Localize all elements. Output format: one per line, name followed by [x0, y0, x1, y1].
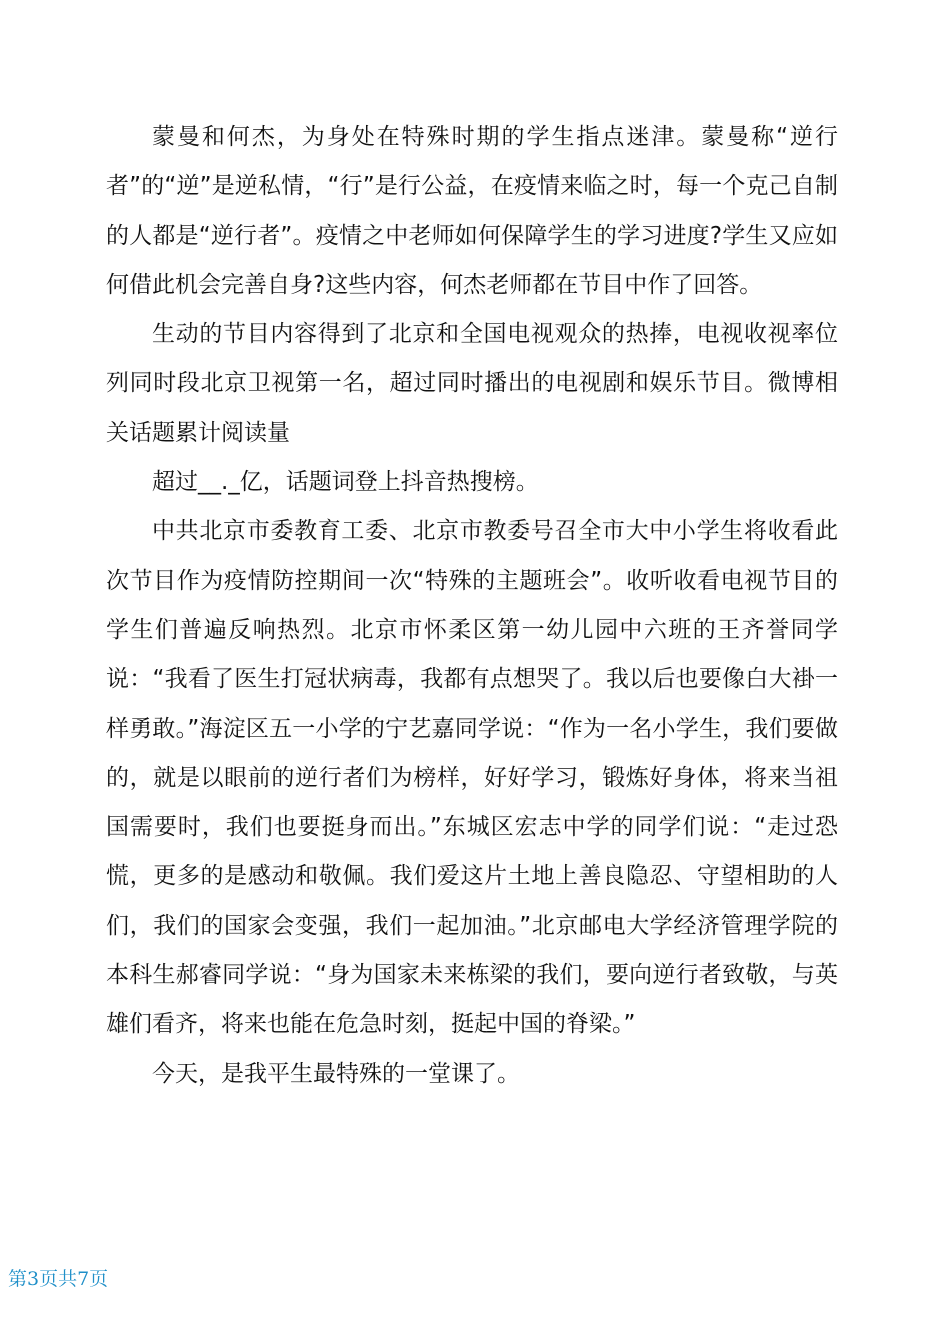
paragraph-4: 中共北京市委教育工委、北京市教委号召全市大中小学生将收看此次节目作为疫情防控期间一次“特殊的主题班会”。收听收看电视节目的学生们普遍反响热烈。北京市怀柔区第一幼儿园中六班的王齐誉同学说：“我看了医生打冠状病毒，我都有点想哭了。我以后也要像白大褂一样勇敢。”海淀区五一小学的宁艺嘉同学说：“作为一名小学生，我们要做的，就是以眼前的逆行者们为榜样，好好学习，锻炼好身体，将来当祖国需要时，我们也要挺身而出。”东城区宏志中学的同学们说：“走过恐慌，更多的是感动和敬佩。我们爱这片土地上善良隐忍、守望相助的人们，我们的国家会变强，我们一起加油。”北京邮电大学经济管理学院的本科生郝睿同学说：“身为国家未来栋梁的我们，要向逆行者致敬，与英雄们看齐，将来也能在危急时刻，挺起中国的脊梁。” — [106, 518, 838, 1038]
page-number-footer: 第3页共7页 — [8, 1268, 109, 1290]
paragraph-5: 今天，是我平生最特殊的一堂课了。 — [152, 1060, 520, 1087]
paragraph-1: 蒙曼和何杰，为身处在特殊时期的学生指点迷津。蒙曼称“逆行者”的“逆”是逆私情，“行”是行公益，在疫情来临之时，每一个克己自制的人都是“逆行者”。疫情之中老师如何保障学生的学习进度?学生又应如何借此机会完善自身?这些内容，何杰老师都在节目中作了回答。 — [106, 124, 838, 298]
paragraph-3: 超过__._亿，话题词登上抖音热搜榜。 — [152, 469, 539, 496]
document-body — [106, 113, 838, 1099]
paragraph-2: 生动的节目内容得到了北京和全国电视观众的热捧，电视收视率位列同时段北京卫视第一名，超过同时播出的电视剧和娱乐节目。微博相关话题累计阅读量 — [106, 321, 838, 446]
